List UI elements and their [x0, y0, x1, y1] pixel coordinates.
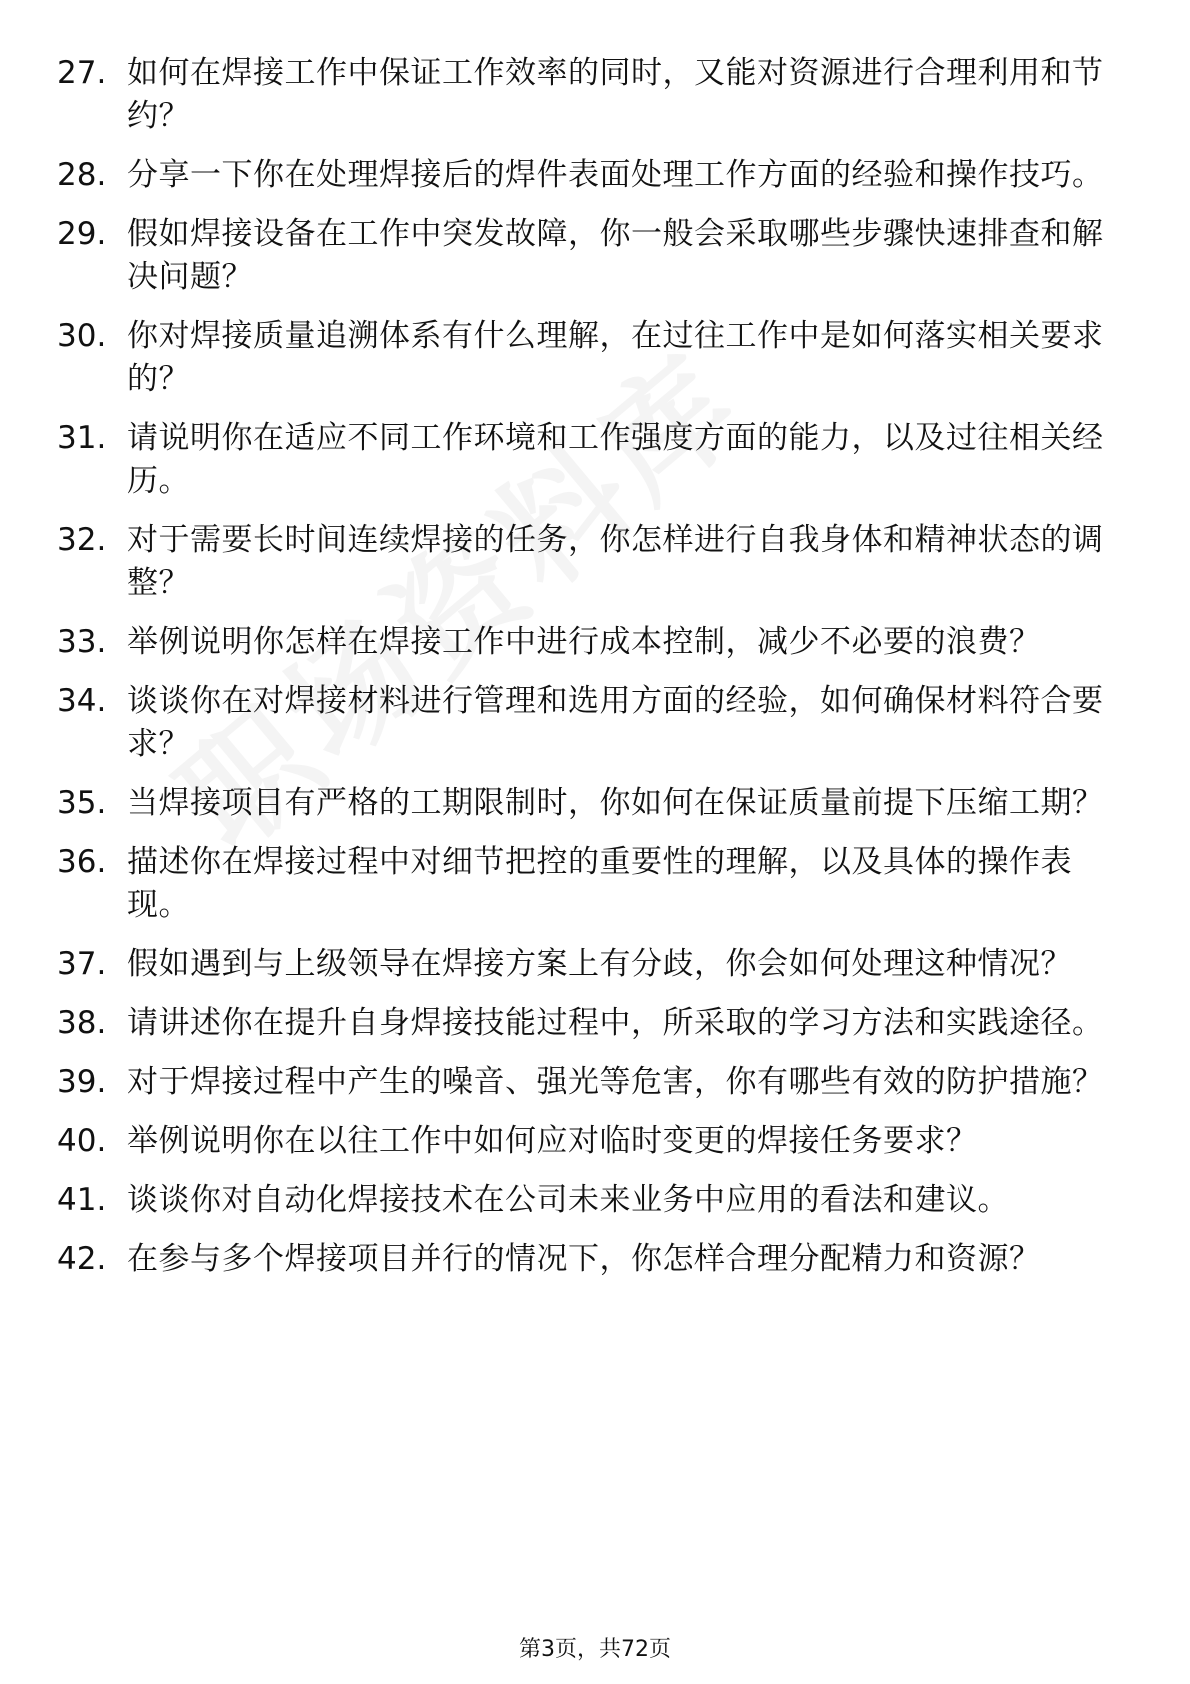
question-text: 假如焊接设备在工作中突发故障，你一般会采取哪些步骤快速排查和解决问题？ — [127, 216, 1104, 295]
question-number: 27. — [57, 55, 107, 91]
question-item-36 — [0, 841, 1190, 927]
question-text: 在参与多个焊接项目并行的情况下，你怎样合理分配精力和资源？ — [127, 1241, 1041, 1277]
question-number: 37. — [57, 946, 107, 982]
question-item-38 — [0, 1002, 1190, 1045]
question-item-34 — [0, 680, 1190, 766]
question-number: 28. — [57, 157, 107, 193]
question-item-33 — [0, 621, 1190, 664]
question-text: 描述你在焊接过程中对细节把控的重要性的理解，以及具体的操作表现。 — [127, 844, 1072, 923]
question-list — [0, 52, 1190, 1297]
question-text: 谈谈你在对焊接材料进行管理和选用方面的经验，如何确保材料符合要求？ — [127, 683, 1104, 762]
question-item-35 — [0, 782, 1190, 825]
question-text: 请讲述你在提升自身焊接技能过程中，所采取的学习方法和实践途径。 — [127, 1005, 1104, 1041]
question-item-32 — [0, 519, 1190, 605]
question-number: 30. — [57, 318, 107, 354]
question-number: 36. — [57, 844, 107, 880]
question-number: 39. — [57, 1064, 107, 1100]
question-item-28 — [0, 154, 1190, 197]
question-text: 请说明你在适应不同工作环境和工作强度方面的能力，以及过往相关经历。 — [127, 420, 1104, 499]
question-number: 42. — [57, 1241, 107, 1277]
question-text: 假如遇到与上级领导在焊接方案上有分歧，你会如何处理这种情况？ — [127, 946, 1072, 982]
question-number: 31. — [57, 420, 107, 456]
question-item-42 — [0, 1238, 1190, 1281]
question-item-39 — [0, 1061, 1190, 1104]
question-text: 谈谈你对自动化焊接技术在公司未来业务中应用的看法和建议。 — [127, 1182, 1009, 1218]
question-number: 32. — [57, 522, 107, 558]
question-item-40 — [0, 1120, 1190, 1163]
question-text: 举例说明你怎样在焊接工作中进行成本控制，减少不必要的浪费？ — [127, 624, 1041, 660]
question-item-41 — [0, 1179, 1190, 1222]
question-text: 对于焊接过程中产生的噪音、强光等危害，你有哪些有效的防护措施？ — [127, 1064, 1104, 1100]
question-text: 举例说明你在以往工作中如何应对临时变更的焊接任务要求？ — [127, 1123, 978, 1159]
question-number: 41. — [57, 1182, 107, 1218]
question-number: 33. — [57, 624, 107, 660]
question-text: 分享一下你在处理焊接后的焊件表面处理工作方面的经验和操作技巧。 — [127, 157, 1104, 193]
question-item-27 — [0, 52, 1190, 138]
page-number-label: 第3页，共72页 — [519, 1637, 671, 1662]
question-text: 当焊接项目有严格的工期限制时，你如何在保证质量前提下压缩工期？ — [127, 785, 1104, 821]
question-item-29 — [0, 213, 1190, 299]
question-number: 38. — [57, 1005, 107, 1041]
question-number: 34. — [57, 683, 107, 719]
question-item-37 — [0, 943, 1190, 986]
question-text: 如何在焊接工作中保证工作效率的同时，又能对资源进行合理利用和节约？ — [127, 55, 1104, 134]
question-number: 40. — [57, 1123, 107, 1159]
question-text: 你对焊接质量追溯体系有什么理解，在过往工作中是如何落实相关要求的？ — [127, 318, 1104, 397]
question-text: 对于需要长时间连续焊接的任务，你怎样进行自我身体和精神状态的调整？ — [127, 522, 1104, 601]
question-item-31 — [0, 417, 1190, 503]
question-number: 35. — [57, 785, 107, 821]
question-item-30 — [0, 315, 1190, 401]
question-number: 29. — [57, 216, 107, 252]
page-footer — [0, 1636, 1190, 1664]
